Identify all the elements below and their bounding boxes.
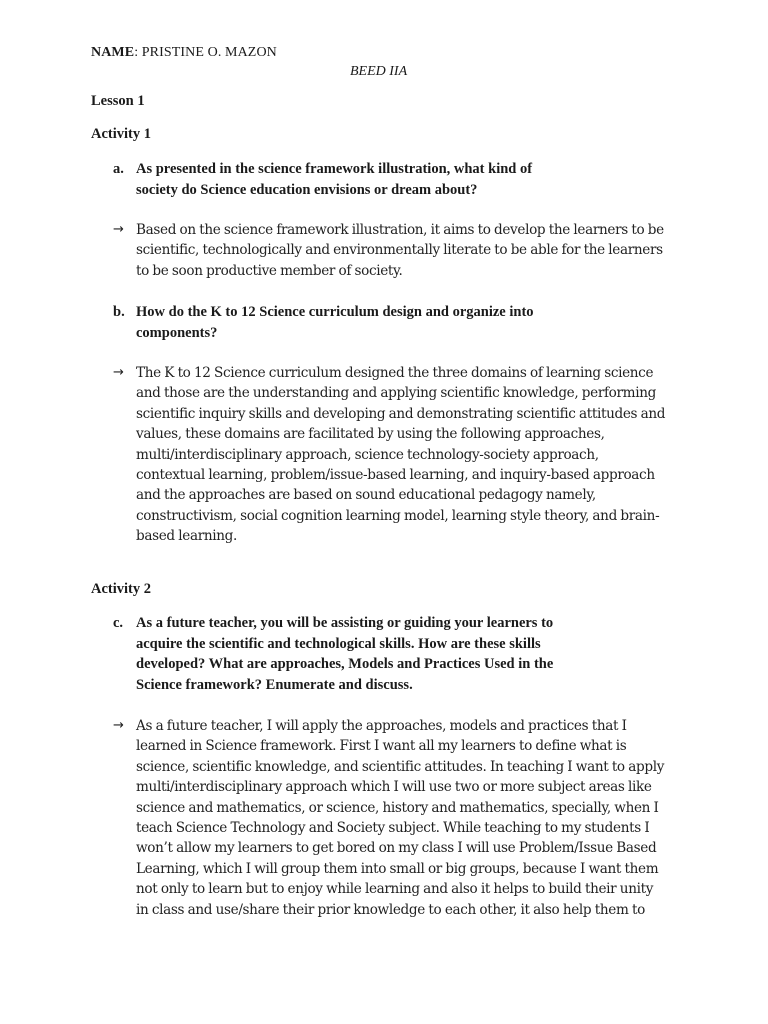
answer-line: learned in Science framework. First I want all my learners to define what is [136, 738, 627, 755]
answer-line: not only to learn but to enjoy while learning and also it helps to build their unity [136, 881, 654, 898]
answer-text [136, 220, 683, 281]
question-line: developed? What are approaches, Models and Practices Used in the [136, 656, 554, 672]
answer-line: multi/interdisciplinary approach which I will use two or more subject areas like [136, 779, 652, 796]
question-c [113, 613, 693, 695]
answer-text [136, 363, 683, 547]
question-line: acquire the scientific and technological skills. How are these skills [136, 635, 541, 652]
arrow-bullet-icon: → [113, 718, 124, 733]
question-line: As a future teacher, you will be assisting or guiding your learners to [136, 615, 554, 631]
answer-line: multi/interdisciplinary approach, science technology-society approach, [136, 446, 599, 463]
question-text [136, 302, 693, 343]
answer-line: teach Science Technology and Society subject. While teaching to my students I [136, 820, 650, 837]
answer-line: scientific inquiry skills and developing and demonstrating scientific attitudes and [136, 405, 666, 422]
answer-line: constructivism, social cognition learning model, learning style theory, and brain- [136, 507, 660, 524]
answer-line: won’t allow my learners to get bored on my class I will use Problem/Issue Based [136, 840, 657, 857]
question-marker: a. [113, 161, 124, 177]
answer-line: As a future teacher, I will apply the approaches, models and practices that I [136, 718, 627, 734]
arrow-bullet-icon: → [113, 222, 124, 237]
name-value: : PRISTINE O. MAZON [134, 45, 277, 60]
answer-line: The K to 12 Science curriculum designed the three domains of learning science [136, 365, 654, 381]
answer-line: in class and use/share their prior knowledge to each other, it also help them to [136, 901, 645, 918]
question-line: Science framework? Enumerate and discuss. [136, 676, 413, 693]
course-section: BEED IIA [350, 64, 408, 79]
question-line: How do the K to 12 Science curriculum design and organize into [136, 304, 534, 320]
lesson-title: Lesson 1 [91, 93, 145, 109]
answer-line: contextual learning, problem/issue-based learning, and inquiry-based approach [136, 467, 655, 484]
activity-1-title: Activity 1 [91, 126, 151, 142]
question-marker: c. [113, 615, 124, 631]
question-line: components? [136, 324, 218, 341]
answer-line: to be soon productive member of society. [136, 262, 403, 279]
answer-text [136, 716, 683, 920]
name-label: NAME [91, 45, 135, 60]
question-marker: b. [113, 304, 125, 320]
answer-line: and the approaches are based on sound educational pedagogy namely, [136, 487, 596, 504]
answer-line: Learning, which I will group them into small or big groups, because I want them [136, 860, 659, 877]
answer-b [113, 363, 683, 547]
arrow-bullet-icon: → [113, 365, 124, 380]
answer-a [113, 220, 683, 281]
question-line: As presented in the science framework illustration, what kind of [136, 161, 533, 177]
answer-line: and those are the understanding and applying scientific knowledge, performing [136, 385, 656, 402]
question-line: society do Science education envisions or dream about? [136, 181, 478, 198]
question-b [113, 302, 693, 343]
answer-line: science, scientific knowledge, and scientific attitudes. In teaching I want to apply [136, 758, 665, 775]
answer-c [113, 716, 683, 920]
answer-line: based learning. [136, 528, 237, 545]
answer-line: Based on the science framework illustration, it aims to develop the learners to be [136, 222, 664, 238]
activity-2-title: Activity 2 [91, 581, 151, 597]
answer-line: scientific, technologically and environmentally literate to be able for the learners [136, 242, 663, 259]
answer-line: values, these domains are facilitated by using the following approaches, [136, 426, 605, 443]
student-name [91, 45, 277, 61]
answer-line: science and mathematics, or science, history and mathematics, specially, when I [136, 799, 659, 816]
question-a [113, 159, 693, 200]
question-text [136, 613, 693, 695]
question-text [136, 159, 693, 200]
